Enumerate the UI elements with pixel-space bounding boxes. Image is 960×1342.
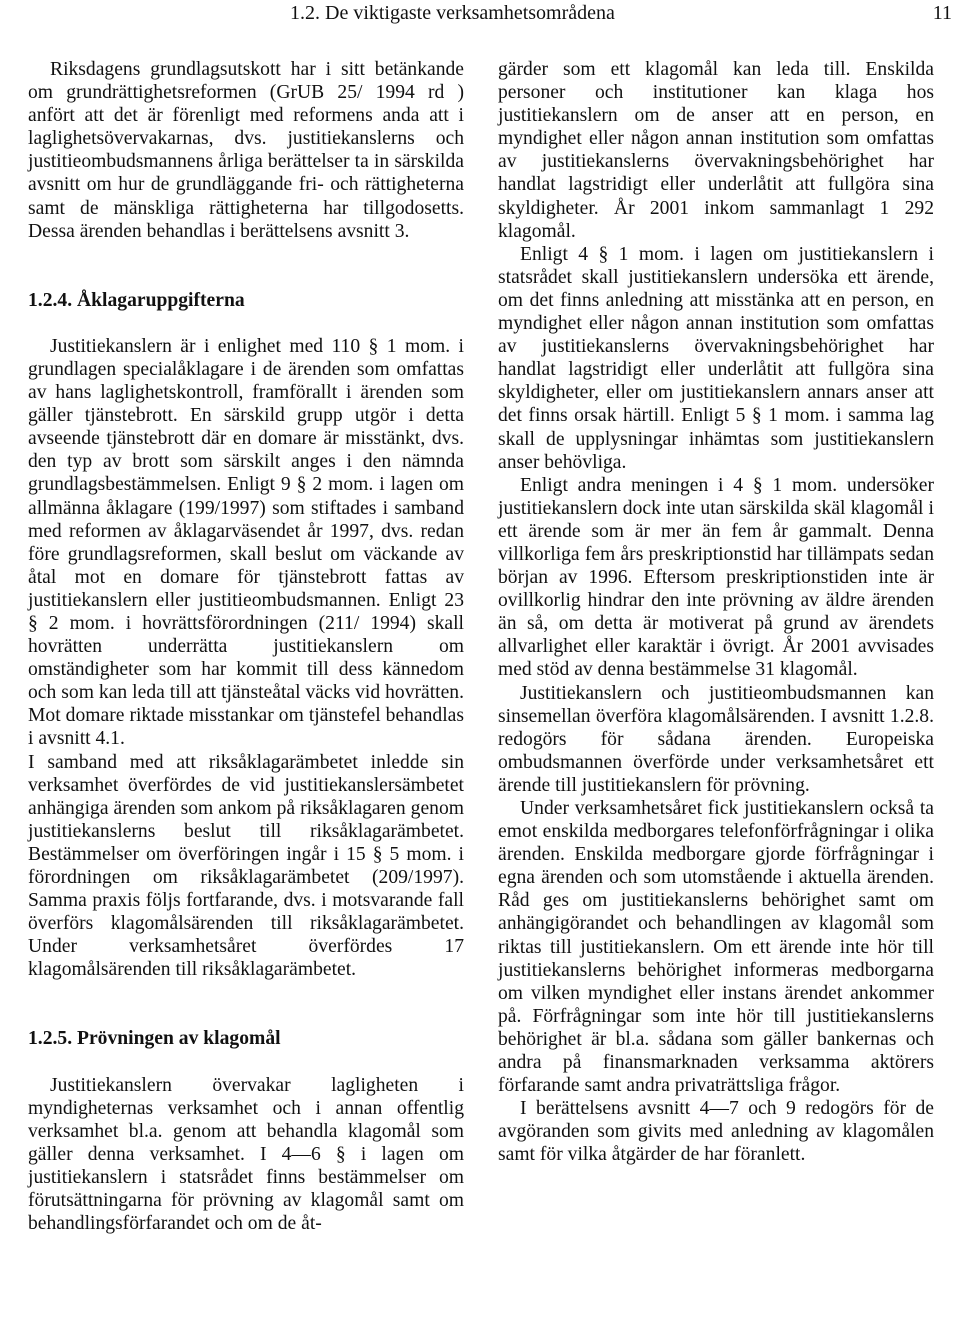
page-number: 11 [932,2,952,24]
running-header [0,0,960,28]
paragraph: Justitiekanslern övervakar lagligheten i myndigheternas verksamhet och i annan offentlig verksamhet bl.a. genom att behandla klagomål som gäller denna verksamhet. I 4—6 § i lagen om justitiekanslern i statsrådet finns bestämmelser om förutsättningarna för prövning av klagomål samt om behandlingsförfarandet och om de åt- [28,1074,464,1235]
paragraph: Riksdagens grundlagsutskott har i sitt betänkande om grundrättighetsreformen (GrUB 25/ 1994 rd ) anfört att det är förenligt med reformens anda att i laglighetsövervakarnas, dvs. justitiekanslerns och justitieombudsmannens årliga berättelser ta in särskilda avsnitt om hur de grundläggande fri- och rättigheterna samt de mänskliga rättigheterna har tillgodosetts. Dessa ärenden behandlas i berättelsens avsnitt 3. [28,59,464,242]
chapter-title: 1.2. De viktigaste verksamhetsområdena [290,2,615,24]
paragraph: Justitiekanslern är i enlighet med 110 § 1 mom. i grundlagen specialåklagare i de ärenden som omfattas av hans laglighetskontroll, framförallt i ärenden som gäller tjänstebrott. En särskild grupp utgör i detta avseende tjänstebrott där en domare är misstänkt, dvs. den typ av brott som särskilt anges i den nämnda grundlagsbestämmelsen. Enligt 9 § 2 mom. i lagen om allmänna åklagare (199/1997) som stiftades i samband med reformen av åklagarväsendet år 1997, dvs. redan före grundlagsreformen, skall beslut om väckande av åtal mot en domare för tjänstebrott fattas av justitiekanslern eller justitieombudsmannen. Enligt 23 § 2 mom. i hovrättsförordningen (211/ 1994) skall hovrätten underrätta justitiekanslern om omständigheter som har kommit till dess kännedom och som kan leda till att tjänsteåtal väcks vid hovrätten. Mot domare riktade misstankar om tjänstefel behandlas i avsnitt 4.1. [28,335,464,750]
paragraph: Enligt 4 § 1 mom. i lagen om justitiekanslern i statsrådet skall justitiekanslern undersöka ett ärende, om det finns anledning att misstänka att en person, en myndighet eller någon annan institution som omfattas av justitiekanslerns övervakningsbehörighet har handlat lagstridigt eller underlåtit att fullgöra sina skyldigheter, eller om justitiekanslern annars anser att det finns orsak härtill. Enligt 5 § 1 mom. i samma lag skall de upplysningar inhämtas som justitiekanslern anser behövliga. [498,243,934,473]
section-heading-1-2-4: 1.2.4. Åklagaruppgifterna [28,289,245,311]
paragraph: Enligt andra meningen i 4 § 1 mom. undersöker justitiekanslern dock inte utan särskilda skäl klagomål i ett ärende som är mer än fem år gammalt. Denna villkorliga fem års preskriptionstid har tillämpats sedan början av 1996. Eftersom preskriptionstiden inte är ovillkorlig hindrar den inte prövning av äldre ärenden än så, om detta är motiverat på grund av ärendets allvarlighet eller karaktär i övrigt. År 2001 avvisades med stöd av denna bestämmelse 31 klagomål. [498,474,934,681]
paragraph: Under verksamhetsåret fick justitiekanslern också ta emot enskilda medborgares telefonförfrågningar i olika ärenden. Enskilda medborgare gjorde förfrågningar i egna ärenden och som utomstående i aktuella ärenden. Råd ges om justitiekanslerns behörighet samt om anhängigörandet och behandlingen av klagomål som riktas till justitiekanslern. Om ett ärende inte hör till justitiekanslerns behörighet informeras medborgarna om vilken myndighet eller instans ärendet ankommer på. Förfrågningar som inte hör till justitiekanslerns behörighet är bl.a. sådana som gäller bankernas och andra på finansmarknaden verksamma aktörers förfarande samt andra privaträttsliga frågor. [498,798,934,1097]
paragraph: Justitiekanslern och justitieombudsmannen kan sinsemellan överföra klagomålsärenden. I avsnitt 1.2.8. redogörs för sådana ärenden. Europeiska ombudsmannen överförde under verksamhetsåret ett ärende till justitiekanslern för prövning. [498,682,934,796]
paragraph: gärder som ett klagomål kan leda till. Enskilda personer och institutioner kan klaga hos justitiekanslern om de anser att en person, en myndighet eller någon annan institution som omfattas av justitiekanslerns övervakningsbehörighet har handlat lagstridigt eller underlåtit att fullgöra sina skyldigheter. År 2001 inkom sammanlagt 1 292 klagomål. [498,59,934,242]
paragraph: I berättelsens avsnitt 4—7 och 9 redogörs för de avgöranden som givits med anledning av klagomålen samt för vilka åtgärder de har föranlett. [498,1098,934,1166]
section-heading-1-2-5: 1.2.5. Prövningen av klagomål [28,1028,281,1050]
right-column [498,58,934,1167]
paragraph: I samband med att riksåklagarämbetet inledde sin verksamhet överfördes de vid justitiekanslersämbetet anhängiga ärenden som ankom på riksåklagaren genom justitiekanslerns beslut till riksåklagarämbetet. Bestämmelser om överföringen ingår i 15 § 5 mom. i förordningen om riksåklagarämbetet (209/1997). Samma praxis följs fortfarande, dvs. i motsvarande fall överförs klagomålsärenden till riksåklagarämbetet. Under verksamhetsåret överfördes 17 klagomålsärenden till riksåklagarämbetet. [28,751,464,981]
left-column [28,58,464,1235]
